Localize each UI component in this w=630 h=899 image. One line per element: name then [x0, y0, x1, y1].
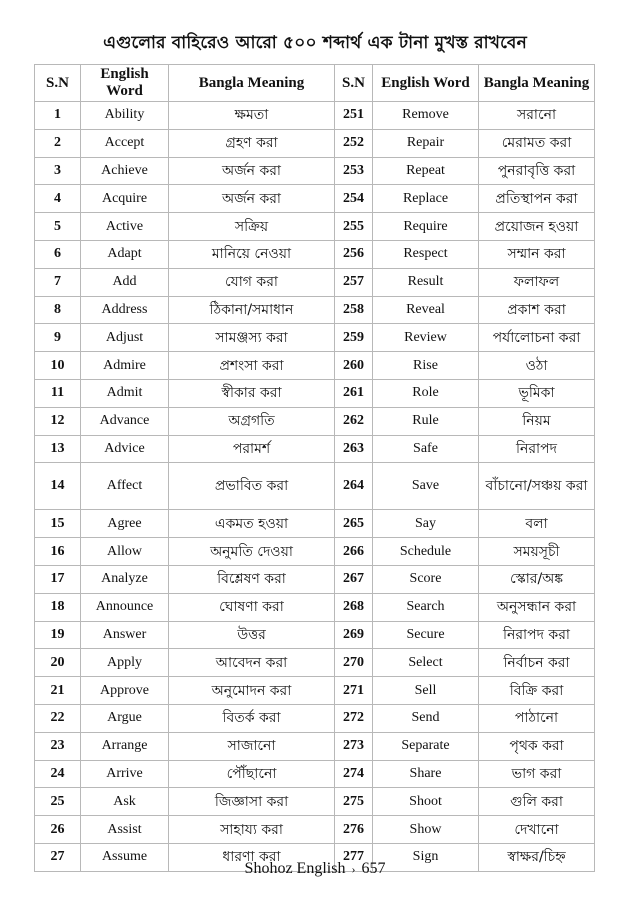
- english-word: Adapt: [81, 240, 169, 268]
- serial-number: 272: [335, 704, 373, 732]
- header-bangla-meaning: Bangla Meaning: [479, 65, 595, 102]
- header-sn: S.N: [335, 65, 373, 102]
- english-word: Reveal: [373, 296, 479, 324]
- bangla-meaning: অগ্রগতি: [169, 407, 335, 435]
- table-row: [35, 324, 595, 352]
- serial-number: 271: [335, 677, 373, 705]
- bangla-meaning: বলা: [479, 510, 595, 538]
- serial-number: 258: [335, 296, 373, 324]
- page-number: 657: [361, 860, 386, 877]
- english-word: Ask: [81, 788, 169, 816]
- serial-number: 274: [335, 760, 373, 788]
- english-word: Respect: [373, 240, 479, 268]
- serial-number: 23: [35, 732, 81, 760]
- serial-number: 21: [35, 677, 81, 705]
- bangla-meaning: সক্রিয়: [169, 213, 335, 241]
- english-word: Approve: [81, 677, 169, 705]
- english-word: Adjust: [81, 324, 169, 352]
- table-row: [35, 129, 595, 157]
- table-row: [35, 704, 595, 732]
- bangla-meaning: মেরামত করা: [479, 129, 595, 157]
- bangla-meaning: পরামর্শ: [169, 435, 335, 463]
- english-word: Affect: [81, 463, 169, 510]
- table-row: [35, 435, 595, 463]
- serial-number: 24: [35, 760, 81, 788]
- header-english-word: English Word: [373, 65, 479, 102]
- bangla-meaning: আবেদন করা: [169, 649, 335, 677]
- english-word: Role: [373, 379, 479, 407]
- english-word: Sell: [373, 677, 479, 705]
- english-word: Replace: [373, 185, 479, 213]
- bangla-meaning: বিতর্ক করা: [169, 704, 335, 732]
- bangla-meaning: পুনরাবৃত্তি করা: [479, 157, 595, 185]
- serial-number: 12: [35, 407, 81, 435]
- table-row: [35, 621, 595, 649]
- english-word: Schedule: [373, 538, 479, 566]
- bangla-meaning: যোগ করা: [169, 268, 335, 296]
- serial-number: 267: [335, 565, 373, 593]
- table-row: [35, 379, 595, 407]
- serial-number: 263: [335, 435, 373, 463]
- bangla-meaning: পাঠানো: [479, 704, 595, 732]
- english-word: Repair: [373, 129, 479, 157]
- bangla-meaning: বিক্রি করা: [479, 677, 595, 705]
- serial-number: 27: [35, 843, 81, 871]
- serial-number: 261: [335, 379, 373, 407]
- bangla-meaning: প্রভাবিত করা: [169, 463, 335, 510]
- english-word: Ability: [81, 102, 169, 130]
- table-row: [35, 565, 595, 593]
- bangla-meaning: সরানো: [479, 102, 595, 130]
- english-word: Add: [81, 268, 169, 296]
- bangla-meaning: ঘোষণা করা: [169, 593, 335, 621]
- serial-number: 6: [35, 240, 81, 268]
- english-word: Separate: [373, 732, 479, 760]
- table-row: [35, 732, 595, 760]
- serial-number: 260: [335, 352, 373, 380]
- english-word: Assist: [81, 816, 169, 844]
- bangla-meaning: নিয়ম: [479, 407, 595, 435]
- serial-number: 26: [35, 816, 81, 844]
- english-word: Address: [81, 296, 169, 324]
- serial-number: 262: [335, 407, 373, 435]
- english-word: Accept: [81, 129, 169, 157]
- english-word: Allow: [81, 538, 169, 566]
- table-row: [35, 213, 595, 241]
- table-row: [35, 649, 595, 677]
- english-word: Admire: [81, 352, 169, 380]
- serial-number: 8: [35, 296, 81, 324]
- bangla-meaning: পৌঁছানো: [169, 760, 335, 788]
- english-word: Save: [373, 463, 479, 510]
- table-row: [35, 185, 595, 213]
- bangla-meaning: অনুমতি দেওয়া: [169, 538, 335, 566]
- english-word: Review: [373, 324, 479, 352]
- bangla-meaning: বাঁচানো/সঞ্চয় করা: [479, 463, 595, 510]
- english-word: Share: [373, 760, 479, 788]
- bangla-meaning: নিরাপদ: [479, 435, 595, 463]
- bangla-meaning: বিশ্লেষণ করা: [169, 565, 335, 593]
- bangla-meaning: ধারণা করা: [169, 843, 335, 871]
- serial-number: 266: [335, 538, 373, 566]
- serial-number: 276: [335, 816, 373, 844]
- serial-number: 253: [335, 157, 373, 185]
- bangla-meaning: প্রতিস্থাপন করা: [479, 185, 595, 213]
- english-word: Shoot: [373, 788, 479, 816]
- english-word: Say: [373, 510, 479, 538]
- table-row: [35, 296, 595, 324]
- english-word: Arrange: [81, 732, 169, 760]
- bangla-meaning: প্রয়োজন হওয়া: [479, 213, 595, 241]
- bangla-meaning: সম্মান করা: [479, 240, 595, 268]
- page-footer: [0, 860, 630, 878]
- serial-number: 17: [35, 565, 81, 593]
- english-word: Secure: [373, 621, 479, 649]
- bangla-meaning: নিরাপদ করা: [479, 621, 595, 649]
- english-word: Require: [373, 213, 479, 241]
- english-word: Result: [373, 268, 479, 296]
- table-body: [35, 102, 595, 872]
- table-row: [35, 268, 595, 296]
- table-row: [35, 510, 595, 538]
- bangla-meaning: ক্ষমতা: [169, 102, 335, 130]
- serial-number: 255: [335, 213, 373, 241]
- bangla-meaning: স্বীকার করা: [169, 379, 335, 407]
- bangla-meaning: মানিয়ে নেওয়া: [169, 240, 335, 268]
- serial-number: 16: [35, 538, 81, 566]
- english-word: Assume: [81, 843, 169, 871]
- serial-number: 15: [35, 510, 81, 538]
- english-word: Arrive: [81, 760, 169, 788]
- english-word: Safe: [373, 435, 479, 463]
- serial-number: 270: [335, 649, 373, 677]
- serial-number: 9: [35, 324, 81, 352]
- table-row: [35, 788, 595, 816]
- vocabulary-table: [34, 64, 595, 872]
- bangla-meaning: স্বাক্ষর/চিহ্ন: [479, 843, 595, 871]
- bangla-meaning: নির্বাচন করা: [479, 649, 595, 677]
- page-title: এগুলোর বাহিরেও আরো ৫০০ শব্দার্থ এক টানা মুখস্ত রাখবেন: [103, 33, 527, 53]
- bangla-meaning: স্কোর/অঙ্ক: [479, 565, 595, 593]
- table-row: [35, 677, 595, 705]
- serial-number: 251: [335, 102, 373, 130]
- english-word: Apply: [81, 649, 169, 677]
- table-row: [35, 760, 595, 788]
- bangla-meaning: ঠিকানা/সমাধান: [169, 296, 335, 324]
- bangla-meaning: ফলাফল: [479, 268, 595, 296]
- bangla-meaning: সময়সূচী: [479, 538, 595, 566]
- table-row: [35, 102, 595, 130]
- english-word: Answer: [81, 621, 169, 649]
- english-word: Advice: [81, 435, 169, 463]
- english-word: Rise: [373, 352, 479, 380]
- serial-number: 19: [35, 621, 81, 649]
- bangla-meaning: সাহায্য করা: [169, 816, 335, 844]
- bangla-meaning: অনুসন্ধান করা: [479, 593, 595, 621]
- serial-number: 269: [335, 621, 373, 649]
- english-word: Send: [373, 704, 479, 732]
- table-header-row: [35, 65, 595, 102]
- header-english-word: English Word: [81, 65, 169, 102]
- bangla-meaning: ভূমিকা: [479, 379, 595, 407]
- serial-number: 264: [335, 463, 373, 510]
- bangla-meaning: পৃথক করা: [479, 732, 595, 760]
- serial-number: 20: [35, 649, 81, 677]
- serial-number: 275: [335, 788, 373, 816]
- bangla-meaning: গুলি করা: [479, 788, 595, 816]
- english-word: Advance: [81, 407, 169, 435]
- serial-number: 4: [35, 185, 81, 213]
- serial-number: 265: [335, 510, 373, 538]
- english-word: Sign: [373, 843, 479, 871]
- english-word: Select: [373, 649, 479, 677]
- table-row: [35, 157, 595, 185]
- serial-number: 252: [335, 129, 373, 157]
- bangla-meaning: জিজ্ঞাসা করা: [169, 788, 335, 816]
- serial-number: 18: [35, 593, 81, 621]
- table-row: [35, 240, 595, 268]
- footer-separator: ›: [351, 862, 356, 876]
- bangla-meaning: দেখানো: [479, 816, 595, 844]
- english-word: Repeat: [373, 157, 479, 185]
- serial-number: 277: [335, 843, 373, 871]
- english-word: Score: [373, 565, 479, 593]
- serial-number: 2: [35, 129, 81, 157]
- header-bangla-meaning: Bangla Meaning: [169, 65, 335, 102]
- serial-number: 257: [335, 268, 373, 296]
- english-word: Remove: [373, 102, 479, 130]
- bangla-meaning: অনুমোদন করা: [169, 677, 335, 705]
- serial-number: 5: [35, 213, 81, 241]
- bangla-meaning: ভাগ করা: [479, 760, 595, 788]
- serial-number: 25: [35, 788, 81, 816]
- table-row: [35, 463, 595, 510]
- english-word: Admit: [81, 379, 169, 407]
- table-row: [35, 538, 595, 566]
- bangla-meaning: প্রশংসা করা: [169, 352, 335, 380]
- english-word: Show: [373, 816, 479, 844]
- bangla-meaning: ওঠা: [479, 352, 595, 380]
- english-word: Acquire: [81, 185, 169, 213]
- english-word: Search: [373, 593, 479, 621]
- bangla-meaning: উত্তর: [169, 621, 335, 649]
- english-word: Achieve: [81, 157, 169, 185]
- bangla-meaning: অর্জন করা: [169, 185, 335, 213]
- serial-number: 259: [335, 324, 373, 352]
- serial-number: 256: [335, 240, 373, 268]
- english-word: Announce: [81, 593, 169, 621]
- footer-brand: Shohoz English: [244, 860, 346, 877]
- header-sn: S.N: [35, 65, 81, 102]
- serial-number: 14: [35, 463, 81, 510]
- serial-number: 13: [35, 435, 81, 463]
- bangla-meaning: একমত হওয়া: [169, 510, 335, 538]
- serial-number: 11: [35, 379, 81, 407]
- serial-number: 268: [335, 593, 373, 621]
- bangla-meaning: প্রকাশ করা: [479, 296, 595, 324]
- bangla-meaning: পর্যালোচনা করা: [479, 324, 595, 352]
- serial-number: 1: [35, 102, 81, 130]
- english-word: Analyze: [81, 565, 169, 593]
- english-word: Rule: [373, 407, 479, 435]
- bangla-meaning: সামঞ্জস্য করা: [169, 324, 335, 352]
- english-word: Argue: [81, 704, 169, 732]
- table-row: [35, 352, 595, 380]
- serial-number: 273: [335, 732, 373, 760]
- serial-number: 22: [35, 704, 81, 732]
- table-row: [35, 816, 595, 844]
- bangla-meaning: অর্জন করা: [169, 157, 335, 185]
- english-word: Active: [81, 213, 169, 241]
- bangla-meaning: সাজানো: [169, 732, 335, 760]
- serial-number: 10: [35, 352, 81, 380]
- serial-number: 3: [35, 157, 81, 185]
- english-word: Agree: [81, 510, 169, 538]
- bangla-meaning: গ্রহণ করা: [169, 129, 335, 157]
- serial-number: 7: [35, 268, 81, 296]
- serial-number: 254: [335, 185, 373, 213]
- table-row: [35, 407, 595, 435]
- table-row: [35, 593, 595, 621]
